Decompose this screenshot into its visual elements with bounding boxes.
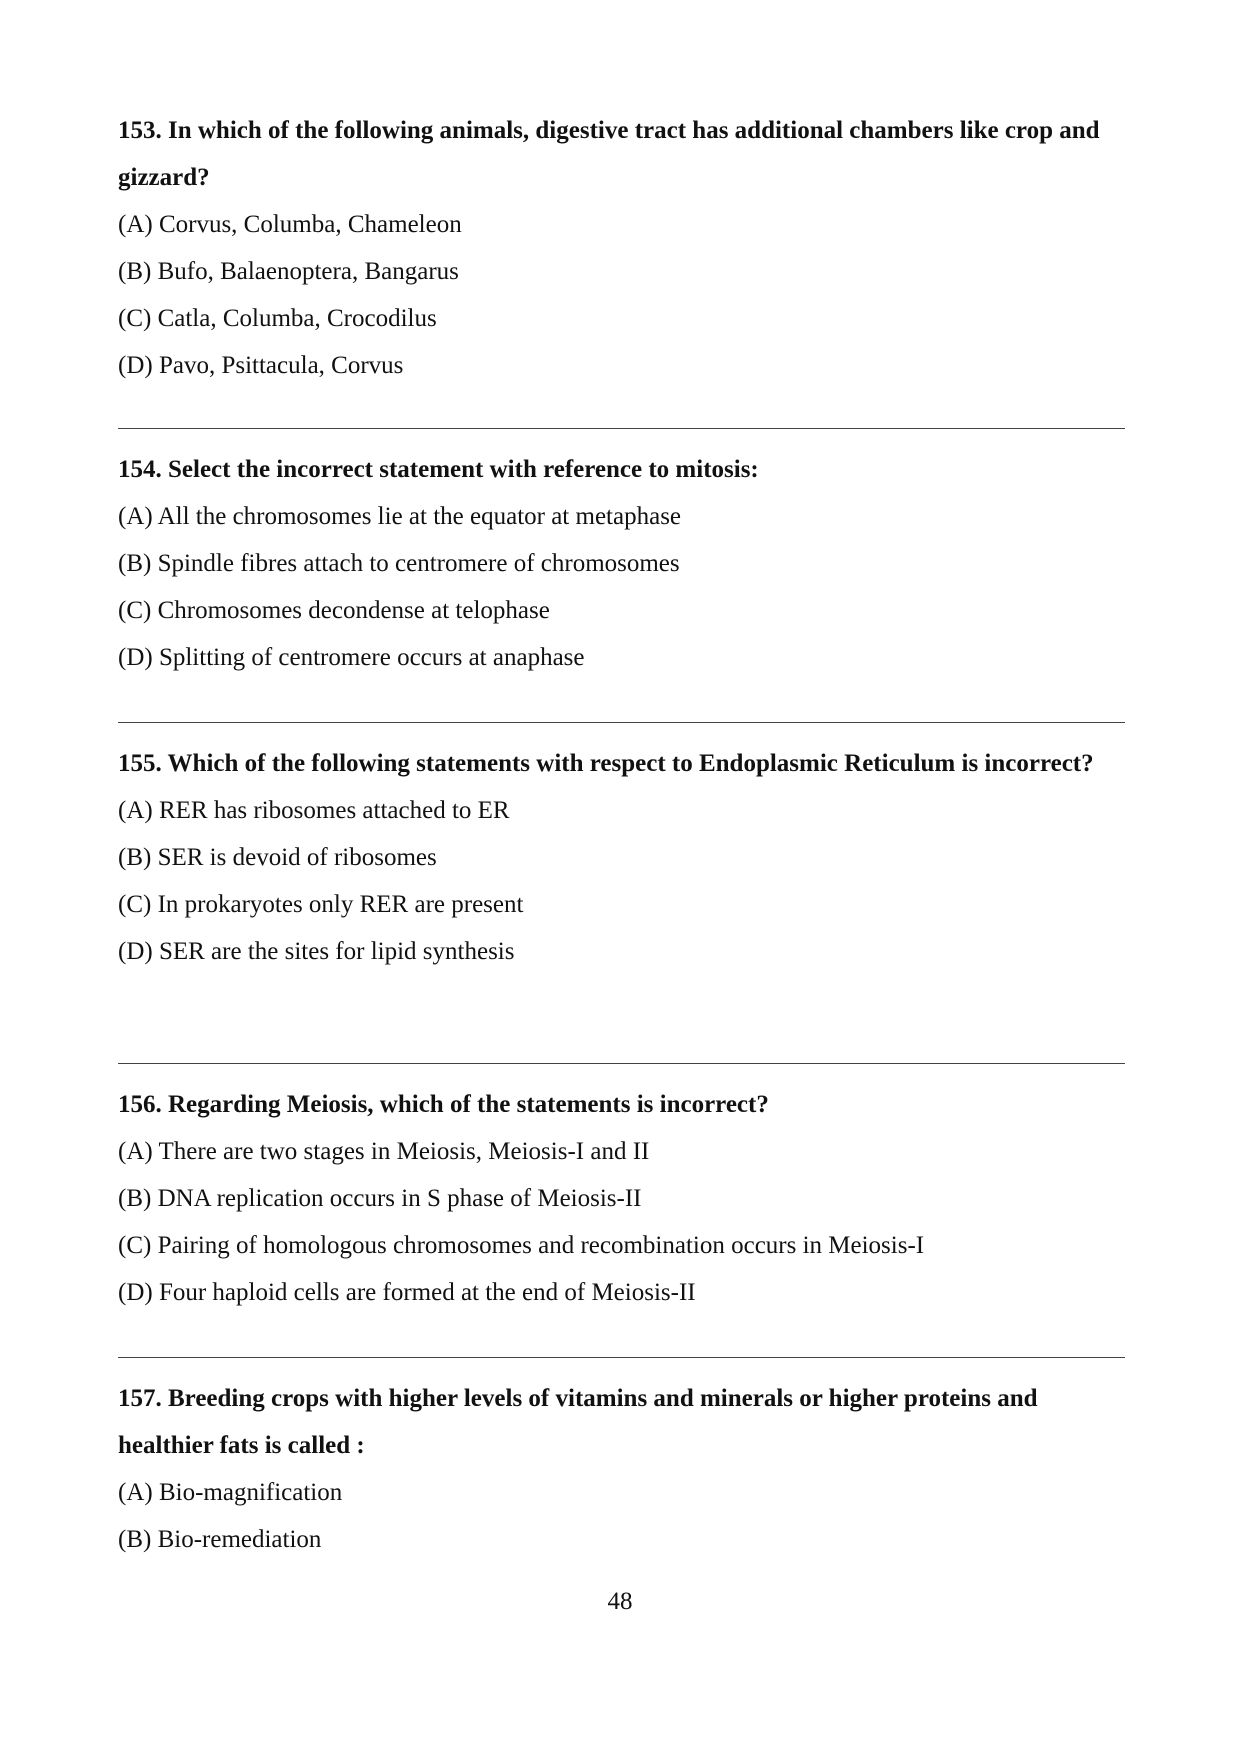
option-a: (A) All the chromosomes lie at the equator at metaphase <box>118 503 682 530</box>
question-stem: 154. Select the incorrect statement with reference to mitosis: <box>118 456 759 483</box>
option-d: (D) Four haploid cells are formed at the end of Meiosis-II <box>118 1279 696 1306</box>
option-b: (B) Bufo, Balaenoptera, Bangarus <box>118 258 459 285</box>
option-c: (C) Catla, Columba, Crocodilus <box>118 305 437 332</box>
option-c: (C) Chromosomes decondense at telophase <box>118 597 550 624</box>
question-stem: 153. In which of the following animals, digestive tract has additional chambers like crop and gizzard? <box>118 117 1100 191</box>
page-number: 48 <box>607 1588 633 1615</box>
question-153 <box>118 107 1128 389</box>
option-d: (D) SER are the sites for lipid synthesis <box>118 938 515 965</box>
option-a: (A) Corvus, Columba, Chameleon <box>118 211 462 238</box>
option-b: (B) SER is devoid of ribosomes <box>118 844 437 871</box>
question-154 <box>118 446 1128 681</box>
question-155 <box>118 740 1128 975</box>
option-a: (A) RER has ribosomes attached to ER <box>118 797 510 824</box>
option-d: (D) Splitting of centromere occurs at anaphase <box>118 644 585 671</box>
divider <box>118 428 1125 429</box>
question-stem: 156. Regarding Meiosis, which of the statements is incorrect? <box>118 1091 769 1118</box>
question-stem: 157. Breeding crops with higher levels of vitamins and minerals or higher proteins and healthier fats is called : <box>118 1385 1038 1459</box>
option-b: (B) Spindle fibres attach to centromere of chromosomes <box>118 550 680 577</box>
option-b: (B) DNA replication occurs in S phase of Meiosis-II <box>118 1185 642 1212</box>
divider <box>118 1357 1125 1358</box>
option-c: (C) Pairing of homologous chromosomes and recombination occurs in Meiosis-I <box>118 1232 925 1259</box>
option-a: (A) Bio-magnification <box>118 1479 343 1506</box>
divider <box>118 1063 1125 1064</box>
option-b: (B) Bio-remediation <box>118 1526 322 1553</box>
question-156 <box>118 1081 1128 1316</box>
divider <box>118 722 1125 723</box>
question-stem: 155. Which of the following statements with respect to Endoplasmic Reticulum is incorrect? <box>118 750 1094 777</box>
option-d: (D) Pavo, Psittacula, Corvus <box>118 352 404 379</box>
option-c: (C) In prokaryotes only RER are present <box>118 891 524 918</box>
question-157 <box>118 1375 1128 1563</box>
option-a: (A) There are two stages in Meiosis, Meiosis-I and II <box>118 1138 650 1165</box>
